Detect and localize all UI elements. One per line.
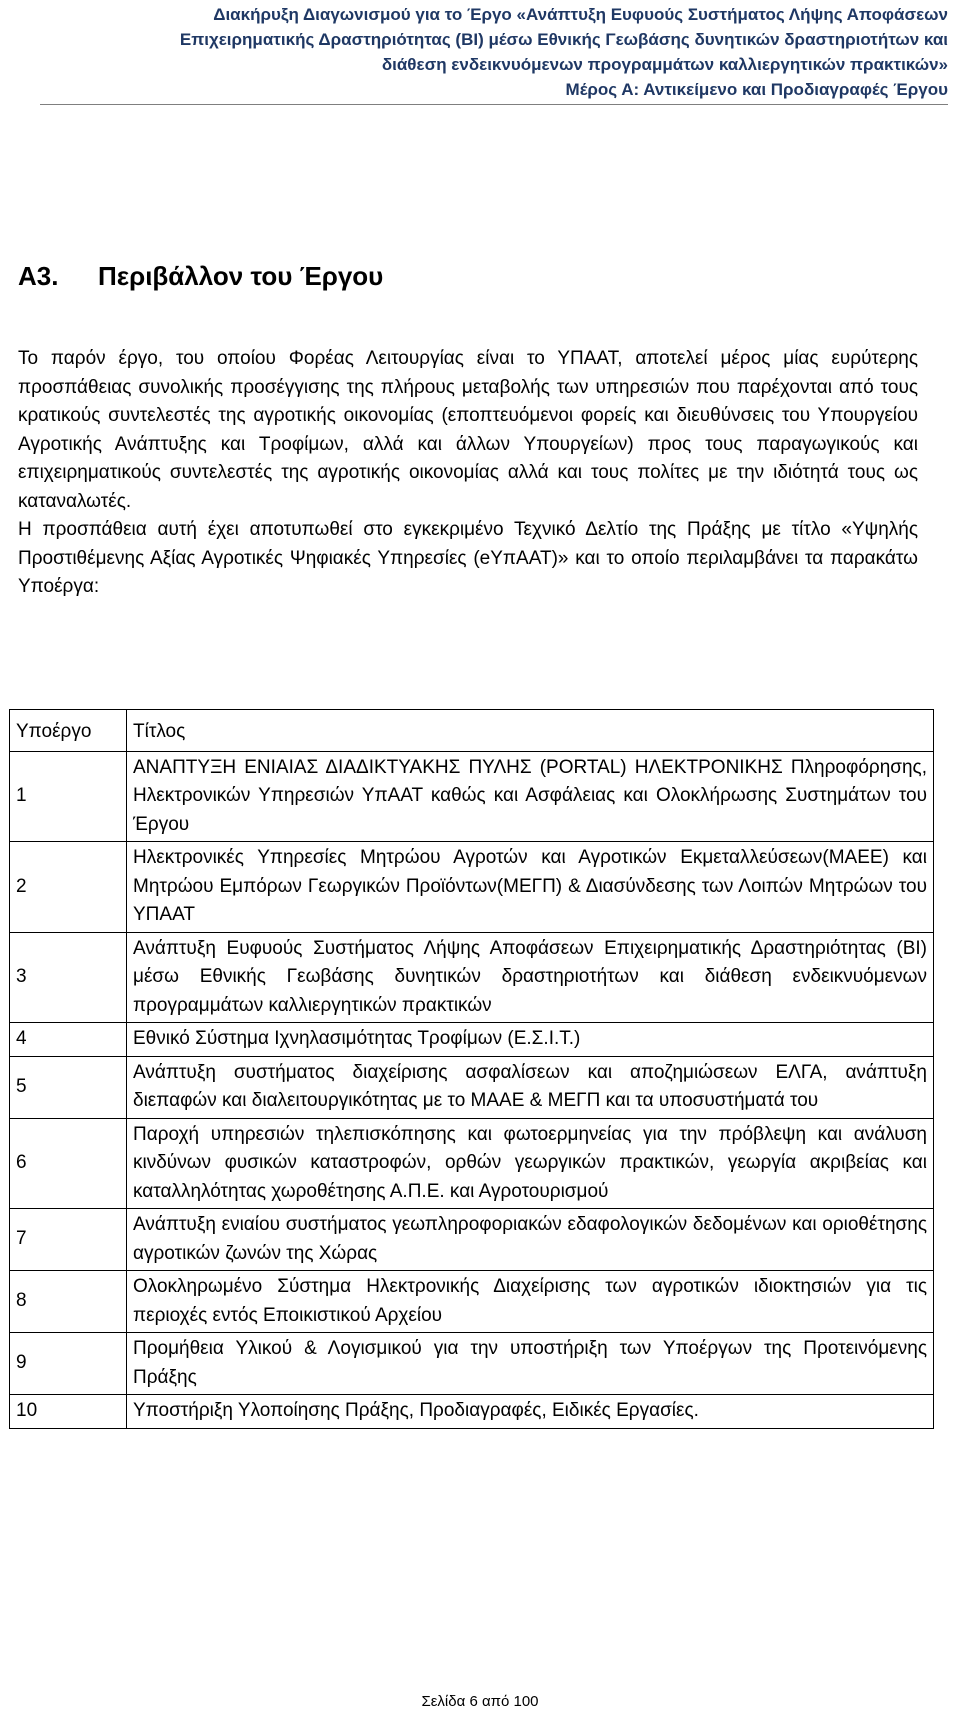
- subproject-title: Ολοκληρωμένο Σύστημα Ηλεκτρονικής Διαχείρισης των αγροτικών ιδιοκτησιών για τις περιοχές εντός Εποικιστικού Αρχείου: [127, 1271, 934, 1333]
- page-number: Σελίδα 6 από 100: [421, 1693, 539, 1710]
- column-header-title: Τίτλος: [127, 710, 934, 752]
- table-row: [10, 932, 934, 1023]
- table-row: [10, 1271, 934, 1333]
- subproject-title: Παροχή υπηρεσιών τηλεπισκόπησης και φωτοερμηνείας για την πρόβλεψη και ανάλυση κινδύνων φυσικών καταστροφών, ορθών γεωργικών πρακτικών, γεωργία ακριβείας και καταλληλότητας χωροθέτησης Α.Π.Ε. και Αγροτουρισμού: [127, 1118, 934, 1209]
- subproject-number: 3: [10, 932, 127, 1023]
- subproject-number: 1: [10, 751, 127, 842]
- table-row: [10, 1023, 934, 1057]
- section-number: Α3.: [18, 261, 59, 291]
- subproject-title: Υποστήριξη Υλοποίησης Πράξης, Προδιαγραφές, Ειδικές Εργασίες.: [127, 1395, 934, 1429]
- header-line-2: Επιχειρηματικής Δραστηριότητας (ΒΙ) μέσω Εθνικής Γεωβάσης δυνητικών δραστηριοτήτων και: [179, 30, 948, 49]
- subproject-number: 7: [10, 1209, 127, 1271]
- subproject-number: 5: [10, 1056, 127, 1118]
- header-line-3: διάθεση ενδεικνυόμενων προγραμμάτων καλλιεργητικών πρακτικών»: [381, 55, 948, 74]
- table-row: [10, 842, 934, 933]
- subproject-number: 4: [10, 1023, 127, 1057]
- header-line-1: Διακήρυξη Διαγωνισμού για το Έργο «Ανάπτυξη Ευφυούς Συστήματος Λήψης Αποφάσεων: [213, 5, 948, 24]
- subproject-number: 8: [10, 1271, 127, 1333]
- subproject-number: 2: [10, 842, 127, 933]
- subproject-number: 10: [10, 1395, 127, 1429]
- table-row: [10, 1118, 934, 1209]
- subprojects-table: [9, 709, 934, 1429]
- section-title: Περιβάλλον του Έργου: [98, 261, 384, 291]
- table-row: [10, 751, 934, 842]
- subproject-number: 9: [10, 1333, 127, 1395]
- document-header: [40, 2, 948, 105]
- subproject-title: Ανάπτυξη Ευφυούς Συστήματος Λήψης Αποφάσεων Επιχειρηματικής Δραστηριότητας (ΒΙ) μέσω Εθνικής Γεωβάσης δυνητικών δραστηριοτήτων και διάθεση ενδεικνυόμενων προγραμμάτων καλλιεργητικών πρακτικών: [127, 932, 934, 1023]
- subproject-title: Ανάπτυξη ενιαίου συστήματος γεωπληροφοριακών εδαφολογικών δεδομένων και οριοθέτησης αγροτικών ζωνών της Χώρας: [127, 1209, 934, 1271]
- table-header-row: [10, 710, 934, 752]
- subproject-title: Ηλεκτρονικές Υπηρεσίες Μητρώου Αγροτών και Αγροτικών Εκμεταλλεύσεων(ΜΑΕΕ) και Μητρώου Εμπόρων Γεωργικών Προϊόντων(ΜΕΓΠ) & Διασύνδεσης των Λοιπών Μητρώων του ΥΠΑΑΤ: [127, 842, 934, 933]
- subproject-number: 6: [10, 1118, 127, 1209]
- paragraph: Η προσπάθεια αυτή έχει αποτυπωθεί στο εγκεκριμένο Τεχνικό Δελτίο της Πράξης με τίτλο «Υψηλής Προστιθέμενης Αξίας Αγροτικές Ψηφιακές Υπηρεσίες (eΥπΑΑΤ)» και το οποίο περιλαμβάνει τα παρακάτω Υποέργα:: [18, 519, 918, 597]
- header-line-4: Μέρος Α: Αντικείμενο και Προδιαγραφές Έργου: [565, 80, 948, 99]
- paragraph: Το παρόν έργο, του οποίου Φορέας Λειτουργίας είναι το ΥΠΑΑΤ, αποτελεί μέρος μίας ευρύτερης προσπάθειας συνολικής προσέγγισης της πλήρους μεταβολής των υπηρεσιών που παρέχονται από τους κρατικούς συντελεστές της αγροτικής οικονομίας (εποπτευόμενοι φορείς και διευθύνσεις του Υπουργείου Αγροτικής Ανάπτυξης και Τροφίμων, αλλά και άλλων Υπουργείων) προς τους παραγωγικούς και επιχειρηματικούς συντελεστές της αγροτικής οικονομίας αλλά και τους πολίτες με την ιδιότητά τους ως καταναλωτές.: [18, 348, 918, 512]
- body-text: [18, 345, 918, 602]
- table-row: [10, 1333, 934, 1395]
- column-header-subproject: Υποέργο: [10, 710, 127, 752]
- table-row: [10, 1209, 934, 1271]
- subproject-title: Εθνικό Σύστημα Ιχνηλασιμότητας Τροφίμων (Ε.Σ.Ι.Τ.): [127, 1023, 934, 1057]
- table-row: [10, 1395, 934, 1429]
- subproject-title: ΑΝΑΠΤΥΞΗ ΕΝΙΑΙΑΣ ΔΙΑΔΙΚΤΥΑΚΗΣ ΠΥΛΗΣ (PORTAL) ΗΛΕΚΤΡΟΝΙΚΗΣ Πληροφόρησης, Ηλεκτρονικών Υπηρεσιών ΥπΑΑΤ καθώς και Ασφάλειας και Ολοκλήρωσης Συστημάτων του Έργου: [127, 751, 934, 842]
- section-heading: [18, 261, 383, 292]
- subproject-title: Ανάπτυξη συστήματος διαχείρισης ασφαλίσεων και αποζημιώσεων ΕΛΓΑ, ανάπτυξη διεπαφών και διαλειτουργικότητας με το ΜΑΑΕ & ΜΕΓΠ και τα υποσυστήματά του: [127, 1056, 934, 1118]
- subproject-title: Προμήθεια Υλικού & Λογισμικού για την υποστήριξη των Υποέργων της Προτεινόμενης Πράξης: [127, 1333, 934, 1395]
- table-row: [10, 1056, 934, 1118]
